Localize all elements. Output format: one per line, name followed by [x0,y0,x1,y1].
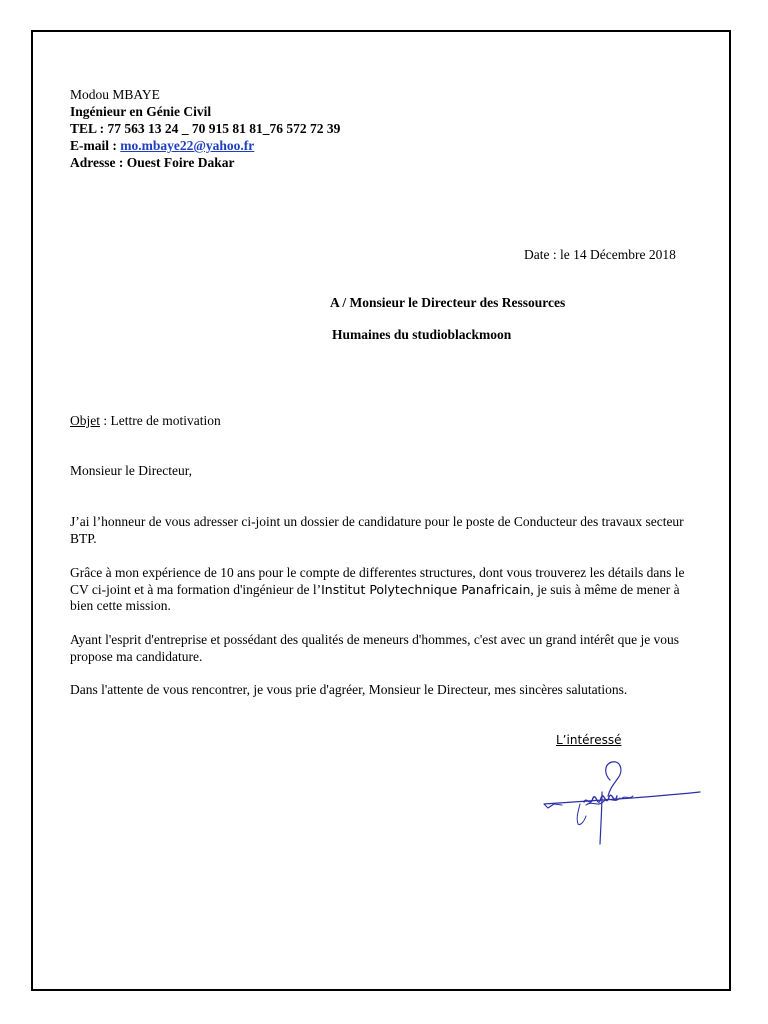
recipient-line-1: A / Monsieur le Directeur des Ressources [330,295,566,310]
body-paragraph-2 [70,565,700,615]
recipient-line-2: Humaines du studioblackmoon [332,327,512,342]
subject-label: Objet [70,413,100,428]
subject-line [70,413,221,429]
sender-title: Ingénieur en Génie Civil [70,104,212,119]
subject-text: Lettre de motivation [110,413,221,428]
sender-email-line [70,138,254,154]
institution-name: Institut Polytechnique Panafricain [321,581,531,597]
salutation: Monsieur le Directeur, [70,463,193,478]
body-paragraph-1: J’ai l’honneur de vous adresser ci-joint un dossier de candidature pour le poste de Conducteur des travaux secteur BTP. [70,514,684,546]
handwritten-signature [532,752,712,862]
body-paragraph-4: Dans l'attente de vous rencontrer, je vous prie d'agréer, Monsieur le Directeur, mes sincères salutations. [70,682,628,697]
body-paragraph-2-start: Grâce à mon expérience de 10 ans pour le compte de differentes structures, dont vous trouverez les détails dans le CV ci-joint et à ma formation d'ingénieur de l’ [70,565,685,597]
sender-email-label: E-mail : [70,138,121,153]
sender-email-link[interactable]: mo.mbaye22@yahoo.fr [120,138,255,153]
body-paragraph-3: Ayant l'esprit d'entreprise et possédant des qualités de meneurs d'hommes, c'est avec un grand intérêt que je vous propose ma candidature. [70,632,680,664]
sender-name: Modou MBAYE [70,87,160,102]
sender-address: Adresse : Ouest Foire Dakar [70,155,235,170]
closing-signoff: L’intéressé [556,733,622,747]
letter-date: Date : le 14 Décembre 2018 [524,247,676,262]
subject-separator: : [100,413,111,428]
body-paragraph-2-end: , je suis à même de mener à bien cette mission. [70,581,680,613]
sender-phone: TEL : 77 563 13 24 _ 70 915 81 81_76 572 72 39 [70,121,341,136]
